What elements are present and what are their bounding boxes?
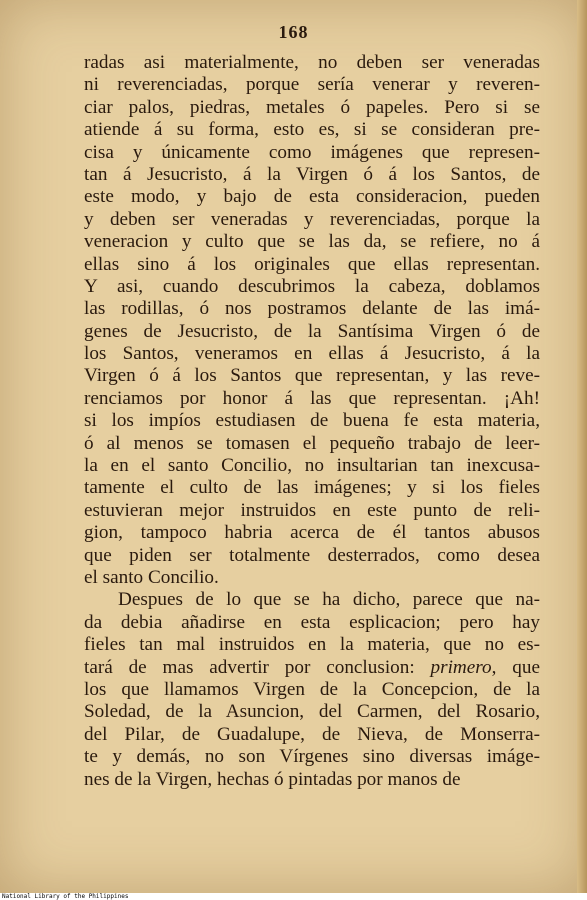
page-number: 168 [278,22,309,42]
text-line: cisa y únicamente como imágenes que represen- [84,141,540,163]
text-line: del Pilar, de Guadalupe, de Nieva, de Monserra- [84,723,540,745]
text-line: fieles tan mal instruidos en la materia, que no es- [84,634,540,656]
text-line: atiende á su forma, esto es, si se consideran pre- [84,119,540,141]
text-line: tan á Jesucristo, á la Virgen ó á los Santos, de [84,163,540,185]
text-line: que piden ser totalmente desterrados, como desea [84,544,540,566]
text-line: renciamos por honor á las que representan. ¡Ah! [84,387,540,409]
text-line: los que llamamos Virgen de la Concepcion, de la [84,678,540,700]
text-line: veneracion y culto que se las da, se refiere, no á [84,231,540,253]
text-line: si los impíos estudiasen de buena fe esta materia, [84,410,540,432]
text-block [84,52,540,791]
text-line: te y demás, no son Vírgenes sino diversas imáge- [84,746,540,768]
page-edge [577,0,587,893]
paragraph [84,52,540,589]
text-line: ni reverenciadas, porque sería venerar y reveren- [84,74,540,96]
text-line: Virgen ó á los Santos que representan, y las reve- [84,365,540,387]
text-line: radas asi materialmente, no deben ser veneradas [84,52,540,73]
library-credit: National Library of the Philippines [2,893,129,900]
text-line: genes de Jesucristo, de la Santísima Virgen ó de [84,320,540,342]
text-line: la en el santo Concilio, no insultarian tan inexcusa- [84,455,540,477]
text-line: el santo Concilio. [84,566,219,588]
text-line: Soledad, de la Asuncion, del Carmen, del Rosario, [84,701,540,723]
text-line: tamente el culto de las imágenes; y si los fieles [84,477,540,499]
text-line: estuvieran mejor instruidos en este punto de reli- [84,499,540,521]
text-line: nes de la Virgen, hechas ó pintadas por manos de [84,768,461,790]
emphasis: primero [430,656,492,678]
text-line: y deben ser veneradas y reverenciadas, porque la [84,208,540,230]
text-line: ciar palos, piedras, metales ó papeles. Pero si se [84,96,540,118]
text-line: los Santos, veneramos en ellas á Jesucristo, á la [84,343,540,365]
text-line: tará de mas advertir por conclusion: primero, que [84,656,540,678]
text-line: ellas sino á los originales que ellas representan. [84,253,540,275]
paragraph [84,589,540,791]
text-line: da debia añadirse en esta esplicacion; pero hay [84,611,540,633]
text-line: Y asi, cuando descubrimos la cabeza, doblamos [84,275,540,297]
text-line: ó al menos se tomasen el pequeño trabajo de leer- [84,432,540,454]
text-line: este modo, y bajo de esta consideracion, pueden [84,186,540,208]
text-line: las rodillas, ó nos postramos delante de las imá- [84,298,540,320]
text-line: gion, tampoco habria acerca de él tantos abusos [84,522,540,544]
text-line: Despues de lo que se ha dicho, parece que na- [118,589,540,611]
